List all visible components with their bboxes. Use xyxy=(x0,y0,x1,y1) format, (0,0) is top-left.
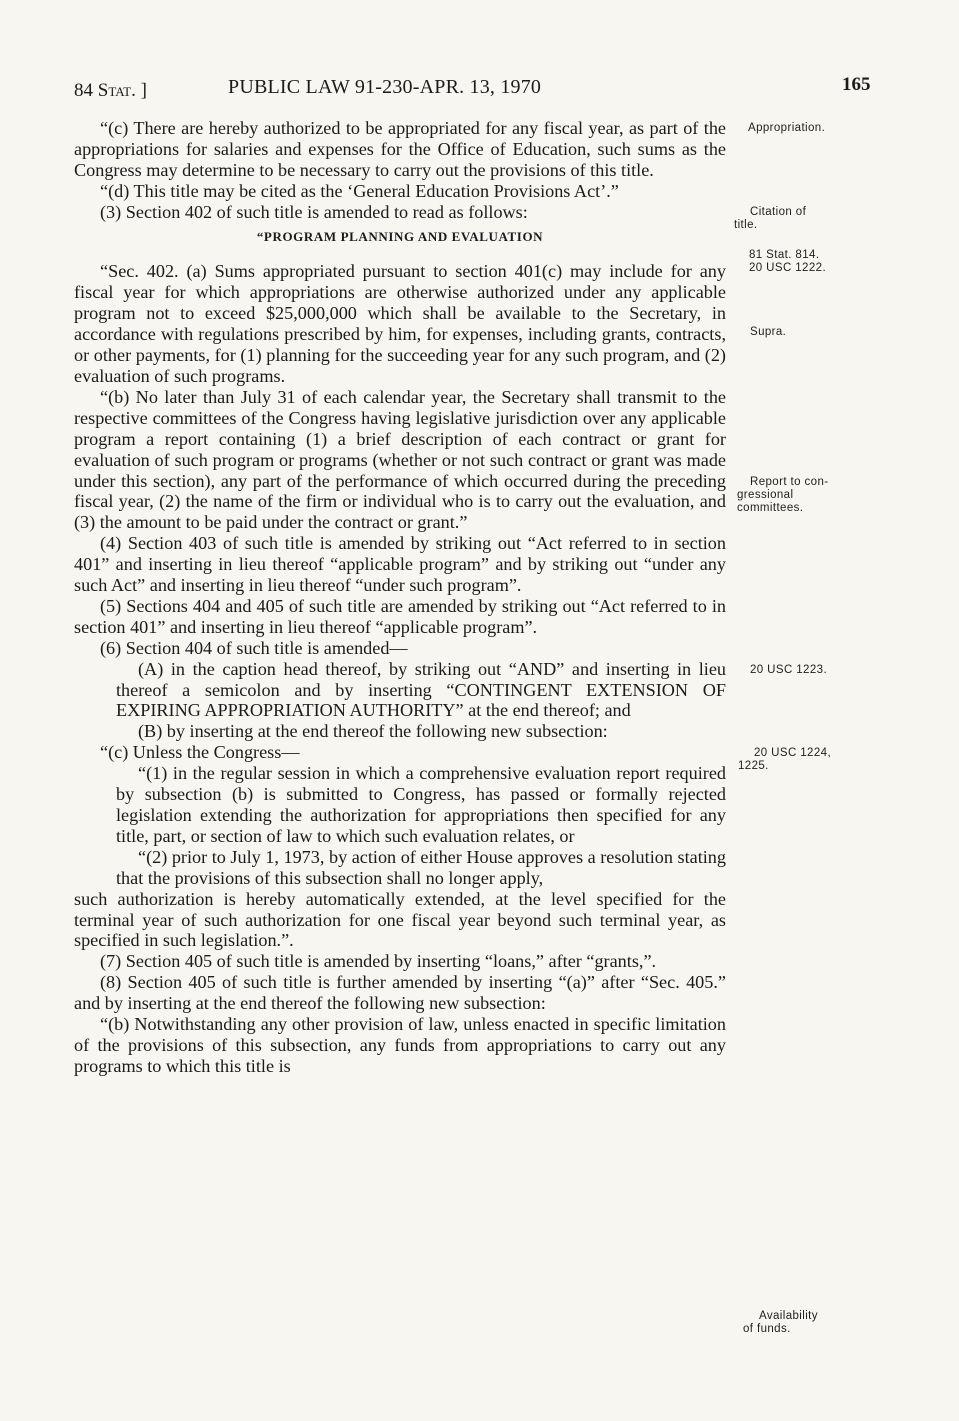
paragraph-3: (3) Section 402 of such title is amended to read as follows: xyxy=(100,201,528,222)
paragraph-c-1: “(1) in the regular session in which a comprehensive evaluation report required by subsection (b) is submitted to Congress, has passed or formally rejected legislation extending the authorization for appropriations then specified for any title, part, or section of law to which such evaluation relates, or xyxy=(116,763,726,846)
volume-reference: 84 Stat. ] xyxy=(74,80,147,101)
paragraph-6-b: (B) by inserting at the end thereof the following new subsection: xyxy=(138,721,608,742)
margin-note-appropriation: Appropriation. xyxy=(748,122,826,134)
margin-note-report: Report to con- gressional committees. xyxy=(737,476,829,514)
page-header xyxy=(74,74,874,104)
margin-note-supra: Supra. xyxy=(750,326,787,338)
paragraph-c-2: “(2) prior to July 1, 1973, by action of either House approves a resolution stating that the provisions of this subsection shall no longer apply, xyxy=(116,846,726,888)
paragraph-c-appropriation: “(c) There are hereby authorized to be appropriated for any fiscal year, as part of the appropriations for salaries and expenses for the Office of Education, such sums as the Congress may determine to be necessary to carry out the provisions of this title. xyxy=(74,118,726,180)
paragraph-b-notwithstanding: “(b) Notwithstanding any other provision of law, unless enacted in specific limitation of the provisions of this subsection, any funds from appropriations to carry out any programs to which this title is xyxy=(74,1014,726,1076)
paragraph-7: (7) Section 405 of such title is amended by inserting “loans,” after “grants,”. xyxy=(100,951,657,972)
page-number: 165 xyxy=(842,74,871,95)
paragraph-6-a: (A) in the caption head thereof, by striking out “AND” and inserting in lieu thereof a semicolon and by inserting “CONTINGENT EXTENSION OF EXPIRING APPROPRIATION AUTHORITY” at the end thereof; and xyxy=(116,658,726,721)
paragraph-c-unless: “(c) Unless the Congress— xyxy=(100,742,300,763)
paragraph-extension: such authorization is hereby automatically extended, at the level specified for the terminal year of such authorization for one fiscal year beyond such terminal year, as specified in such legislation.”. xyxy=(74,888,726,951)
law-text xyxy=(74,118,726,1077)
margin-note-usc-1223: 20 USC 1223. xyxy=(750,664,828,676)
paragraph-8: (8) Section 405 of such title is further amended by inserting “(a)” after “Sec. 405.” and by inserting at the end thereof the following new subsection: xyxy=(74,972,726,1014)
margin-note-usc-1224: 20 USC 1224, 1225. xyxy=(738,747,832,772)
paragraph-d-citation: “(d) This title may be cited as the ‘General Education Provisions Act’.” xyxy=(100,180,619,201)
paragraph-4: (4) Section 403 of such title is amended by striking out “Act referred to in section 401” and inserting in lieu thereof “applicable program” and by striking out “under any such Act” and inserting in lieu thereof “under such program”. xyxy=(74,533,726,596)
paragraph-sec-402-b: “(b) No later than July 31 of each calendar year, the Secretary shall transmit to the respective committees of the Congress having legislative jurisdiction over any applicable program a report containing (1) a brief description of each contract or grant for evaluation of such program or programs (whether or not such contract or grant was made under this section), any part of the performance of which occurred during the preceding fiscal year, (2) the name of the firm or individual who is to carry out the evaluation, and (3) the amount to be paid under the contract or grant.” xyxy=(74,386,726,533)
margin-note-citation: Citation of title. xyxy=(734,206,807,231)
margin-note-availability: Availability of funds. xyxy=(743,1310,818,1335)
paragraph-5: (5) Sections 404 and 405 of such title are amended by striking out “Act referred to in section 401” and inserting in lieu thereof “applicable program”. xyxy=(74,595,726,637)
margin-note-stat-814: 81 Stat. 814. 20 USC 1222. xyxy=(749,249,827,274)
page-title: PUBLIC LAW 91-230-APR. 13, 1970 xyxy=(228,76,542,98)
section-heading: “PROGRAM PLANNING AND EVALUATION xyxy=(256,228,544,244)
paragraph-6: (6) Section 404 of such title is amended— xyxy=(100,637,408,658)
paragraph-sec-402-a: “Sec. 402. (a) Sums appropriated pursuant to section 401(c) may include for any fiscal year for which appropriations are otherwise authorized under any applicable program not to exceed $25,000,000 which shall be available to the Secretary, in accordance with regulations prescribed by him, for expenses, including grants, contracts, or other payments, for (1) planning for the succeeding year for any such program, and (2) evaluation of such programs. xyxy=(74,261,726,386)
